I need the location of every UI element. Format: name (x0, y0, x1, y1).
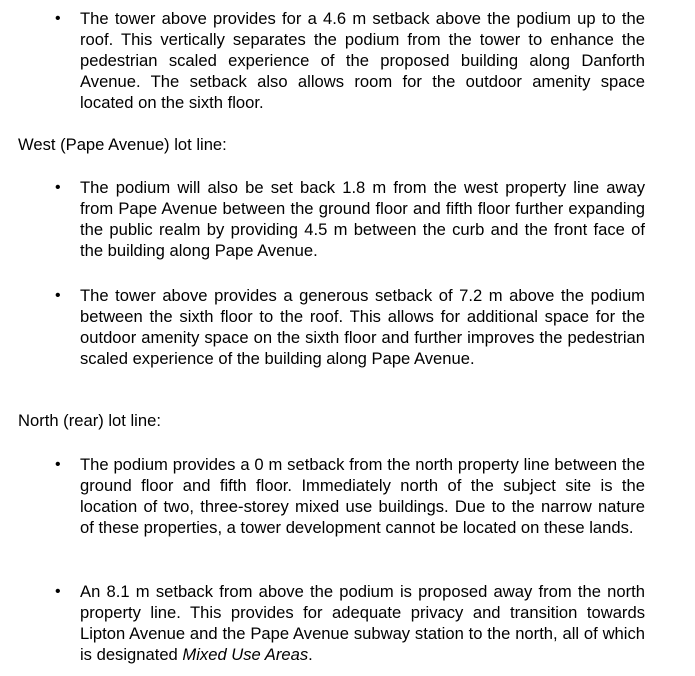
section-heading-west: West (Pape Avenue) lot line: (18, 135, 227, 154)
bullet-icon: • (55, 10, 61, 27)
list-item (55, 178, 645, 262)
list-item (55, 9, 645, 114)
designation-term: Mixed Use Areas (182, 644, 309, 664)
list-item (55, 286, 645, 370)
section-heading-north: North (rear) lot line: (18, 411, 161, 430)
bullet-icon: • (55, 583, 61, 600)
bullet-text: The podium provides a 0 m setback from the north property line between the ground floor and fifth floor. Immediately north of the subject site is the location of two, three-storey mixed use buildings. Due to the narrow nature of these properties, a tower development cannot be located on these lands. (80, 455, 645, 537)
list-item (55, 582, 645, 666)
bullet-text (80, 582, 645, 664)
bullet-text-end: . (308, 644, 313, 664)
bullet-icon: • (55, 456, 61, 473)
bullet-text: The podium will also be set back 1.8 m from the west property line away from Pape Avenue between the ground floor and fifth floor further expanding the public realm by providing 4.5 m between the curb and the front face of the building along Pape Avenue. (80, 178, 645, 260)
bullet-text: The tower above provides a generous setback of 7.2 m above the podium between the sixth floor to the roof. This allows for additional space for the outdoor amenity space on the sixth floor and further improves the pedestrian scaled experience of the building along Pape Avenue. (80, 286, 645, 368)
bullet-text: The tower above provides for a 4.6 m setback above the podium up to the roof. This vertically separates the podium from the tower to enhance the pedestrian scaled experience of the proposed building along Danforth Avenue. The setback also allows room for the outdoor amenity space located on the sixth floor. (80, 9, 645, 112)
bullet-icon: • (55, 287, 61, 304)
bullet-text-main: An 8.1 m setback from above the podium is proposed away from the north property line. This provides for adequate privacy and transition towards Lipton Avenue and the Pape Avenue subway station to the north, all of which is designated (80, 582, 645, 664)
bullet-icon: • (55, 179, 61, 196)
list-item (55, 455, 645, 539)
